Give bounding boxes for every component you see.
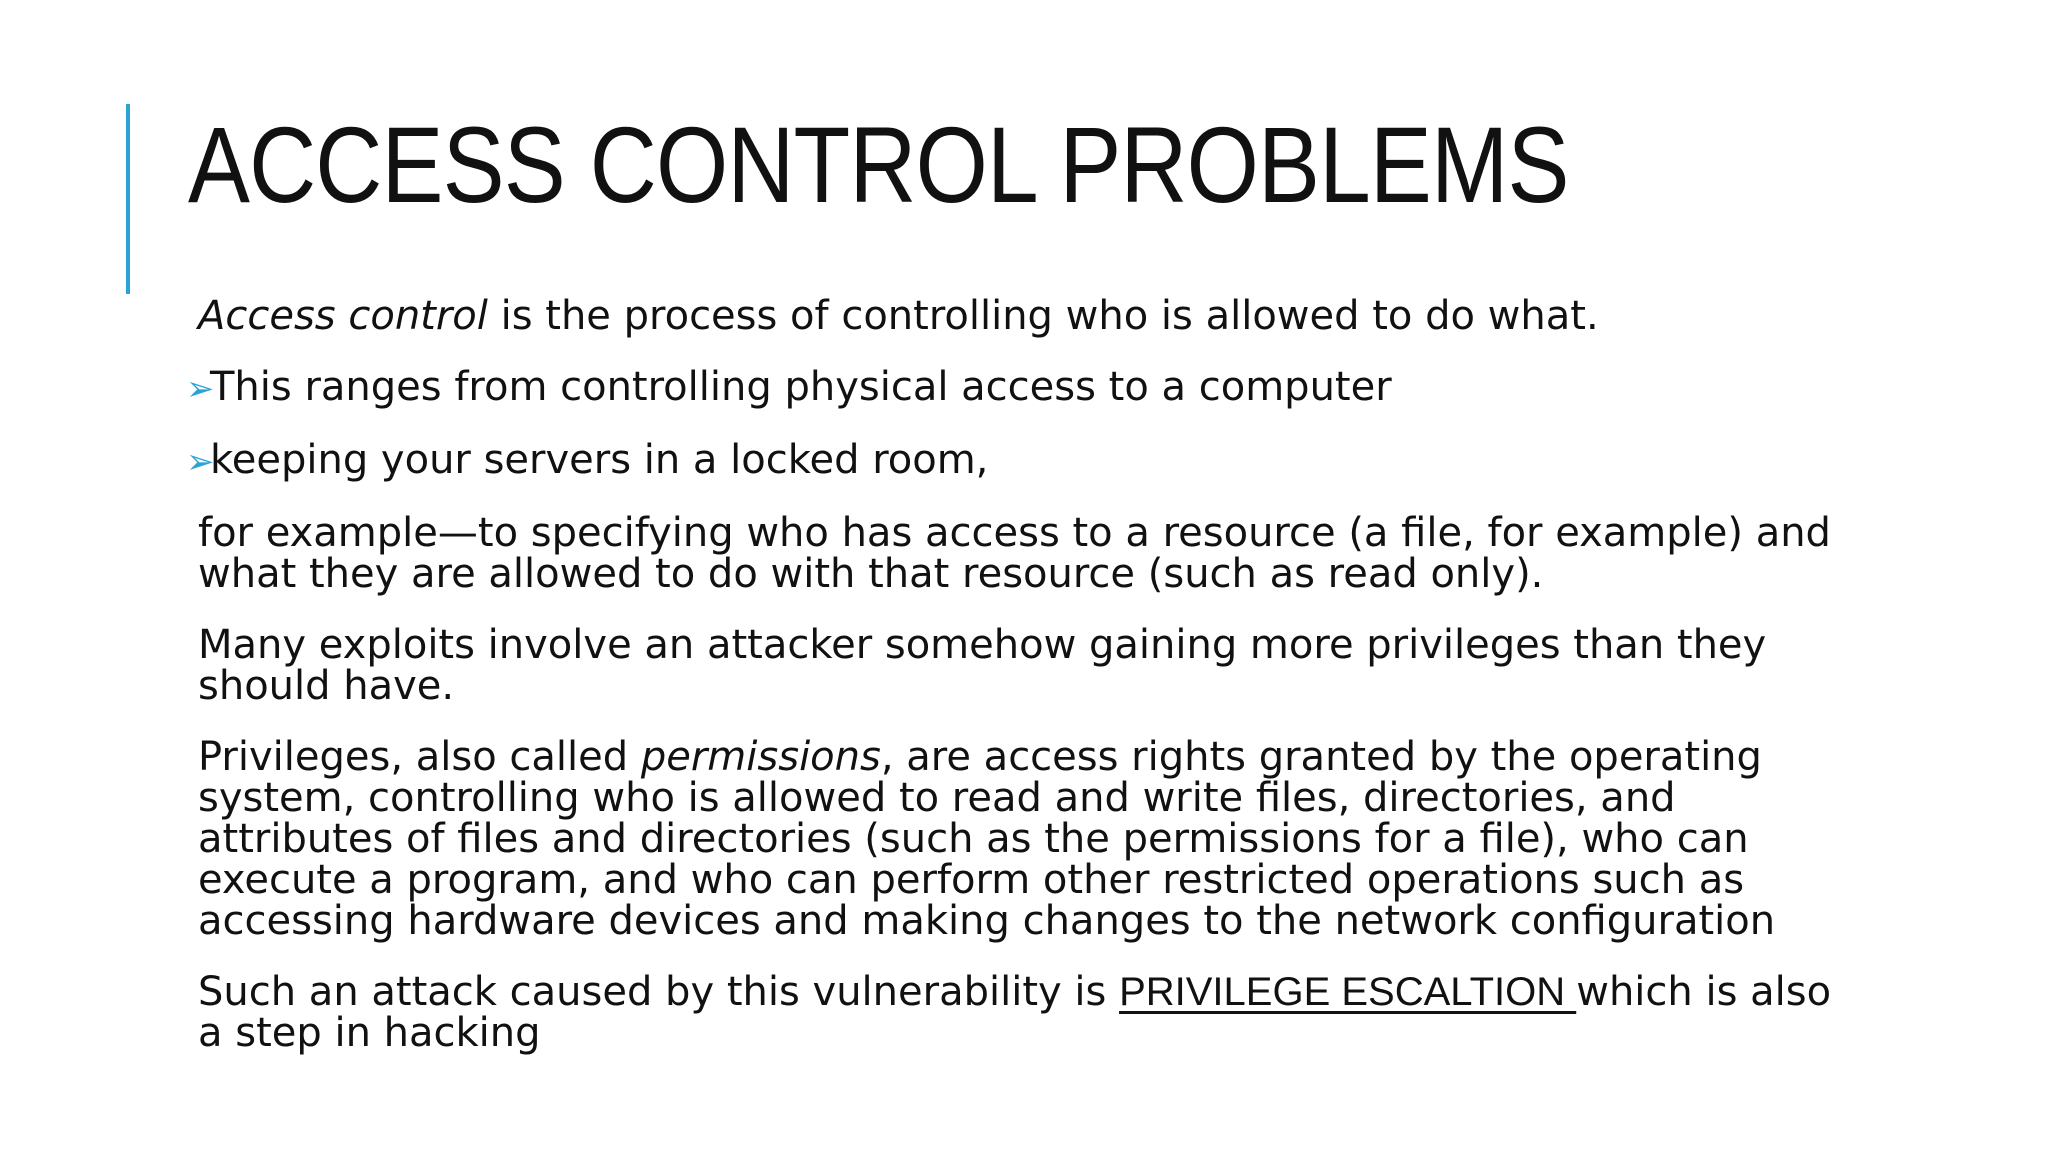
permissions-term: permissions	[640, 734, 881, 780]
bullet-text: keeping your servers in a locked room,	[210, 437, 989, 483]
privileges-text-before: Privileges, also called	[198, 734, 641, 780]
intro-paragraph	[198, 293, 1838, 339]
slide-body	[186, 293, 1838, 1084]
exploits-paragraph: Many exploits involve an attacker somehow gaining more privileges than they should have.	[198, 622, 1767, 709]
attack-text-before: Such an attack caused by this vulnerability is	[198, 969, 1120, 1015]
bullet-item	[180, 437, 1838, 483]
title-accent-bar	[126, 104, 130, 294]
access-control-term: Access control	[198, 293, 488, 339]
bullet-text: This ranges from controlling physical access to a computer	[210, 364, 1392, 410]
attack-text-after: which is also a step in hacking	[198, 969, 1832, 1056]
privileges-text-after: , are access rights granted by the operating system, controlling who is allowed to read and write files, directories, and attributes of files and directories (such as the permissions for a file), who can execute a program, and who can perform other restricted operations such as accessing hardware devices and making changes to the network configuration	[198, 734, 1776, 944]
privileges-paragraph	[198, 734, 1838, 944]
attack-paragraph	[198, 969, 1838, 1056]
arrow-bullet-icon: ➢	[186, 442, 215, 482]
bullet-item	[180, 364, 1838, 410]
example-paragraph: for example—to specifying who has access to a resource (a file, for example) and what they are allowed to do with that resource (such as read only).	[198, 510, 1831, 597]
arrow-bullet-icon: ➢	[186, 369, 215, 409]
privilege-escalation-term: PRIVILEGE ESCALTION	[1119, 970, 1577, 1014]
intro-text: is the process of controlling who is allowed to do what.	[487, 293, 1599, 339]
slide-title: ACCESS CONTROL PROBLEMS	[188, 104, 1569, 225]
